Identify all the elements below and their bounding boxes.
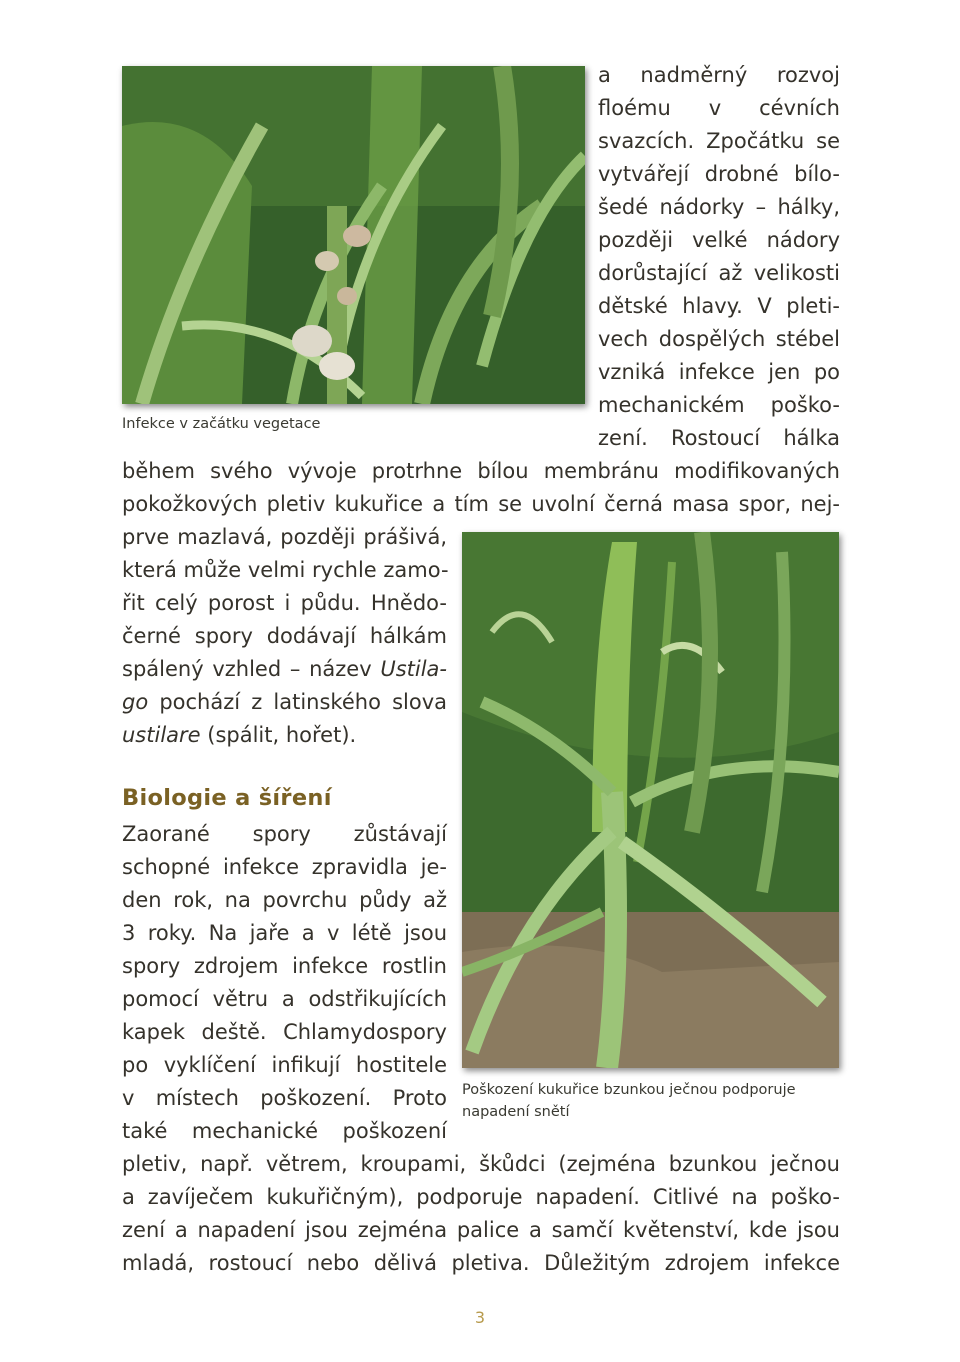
photo-caption-frit-fly: Poškození kukuřice bzunkou ječnou podporuje napadení snětí <box>462 1082 796 1120</box>
body-text-line: také mechanické poškození <box>122 1119 447 1143</box>
body-text-line: mechanickém poško- <box>598 393 840 417</box>
body-text-line: v místech poškození. Proto <box>122 1086 447 1110</box>
body-text-line: řit celý porost i půdu. Hnědo- <box>122 591 447 615</box>
body-text-line: dorůstající až velikosti <box>598 261 840 285</box>
body-text-line: pokožkových pletiv kukuřice a tím se uvolní černá masa spor, nej- <box>122 492 840 516</box>
body-text-line: během svého vývoje protrhne bílou membránu modifikovaných <box>122 459 840 483</box>
body-text-line: 3 roky. Na jaře a v létě jsou <box>122 921 447 945</box>
latin-term-ustilago: Ustila- <box>380 657 447 681</box>
section-heading-biology: Biologie a šíření <box>122 785 332 811</box>
body-text-line: zení a napadení jsou zejména palice a samčí květenství, kde jsou <box>122 1218 840 1242</box>
body-text-line: a nadměrný rozvoj <box>598 63 840 87</box>
maize-photo-illustration <box>122 66 585 404</box>
body-text-line: zení. Rostoucí hálka <box>598 426 840 450</box>
body-text-line <box>122 657 447 681</box>
body-text-line <box>122 723 356 747</box>
body-text-line: vzniká infekce jen po <box>598 360 840 384</box>
body-text-line: den rok, na povrchu půdy až <box>122 888 447 912</box>
maize-photo-illustration <box>462 532 839 1068</box>
body-text-line: pletiv, např. větrem, kroupami, škůdci (zejména bzunkou ječnou <box>122 1152 840 1176</box>
body-text-line: která může velmi rychle zamo- <box>122 558 449 582</box>
body-text-line: svazcích. Zpočátku se <box>598 129 840 153</box>
latin-term-ustilare: ustilare <box>122 723 201 747</box>
body-text-line: a zavíječem kukuřičným), podporuje napadení. Citlivé na poško- <box>122 1185 840 1209</box>
body-text-line: vech dospělých stébel <box>598 327 840 351</box>
body-text-line <box>122 690 447 714</box>
latin-term-ustilago-end: go <box>122 690 149 714</box>
body-text-segment: pochází z latinského slova <box>148 690 447 714</box>
body-text-line: prve mazlavá, později prášivá, <box>122 525 447 549</box>
body-text-line: dětské hlavy. V pleti- <box>598 294 840 318</box>
body-text-line: pomocí větru a odstřikujících <box>122 987 447 1011</box>
body-text-line: šedé nádorky – hálky, <box>598 195 840 219</box>
photo-caption-early-infection: Infekce v začátku vegetace <box>122 416 321 432</box>
body-text-line: po vyklíčení infikují hostitele <box>122 1053 447 1077</box>
body-text-line: později velké nádory <box>598 228 840 252</box>
body-text-line: kapek deště. Chlamydospory <box>122 1020 447 1044</box>
photo-frit-fly-damage <box>462 532 839 1068</box>
body-text-segment: (spálit, hořet). <box>200 723 357 747</box>
body-text-line: černé spory dodávají hálkám <box>122 624 447 648</box>
body-text-line: schopné infekce zpravidla je- <box>122 855 447 879</box>
body-text-line: spory zdrojem infekce rostlin <box>122 954 447 978</box>
body-text-segment: spálený vzhled – název <box>122 657 381 681</box>
body-text-line: Zaorané spory zůstávají <box>122 822 447 846</box>
body-text-line: vytvářejí drobné bílo- <box>598 162 840 186</box>
page-number: 3 <box>474 1308 486 1327</box>
photo-infected-maize-early <box>122 66 585 404</box>
body-text-line: floému v cévních <box>598 96 840 120</box>
body-text-line: mladá, rostoucí nebo dělivá pletiva. Důležitým zdrojem infekce <box>122 1251 840 1275</box>
